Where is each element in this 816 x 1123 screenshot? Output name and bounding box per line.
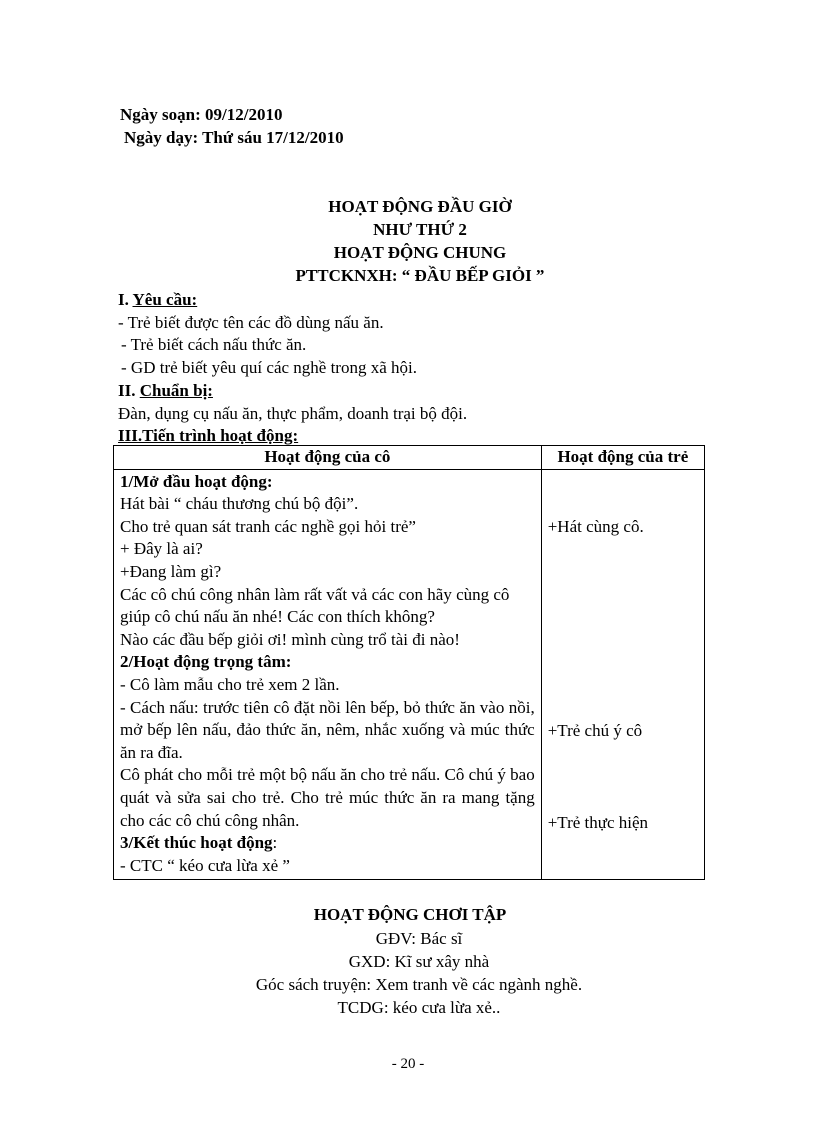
requirement-item-1: - Trẻ biết được tên các đồ dùng nấu ăn. bbox=[118, 313, 384, 332]
teacher-line: Cho trẻ quan sát tranh các nghề gọi hỏi trẻ” bbox=[120, 516, 416, 536]
part-2-heading: 2/Hoạt động trọng tâm: bbox=[120, 652, 292, 672]
teacher-activity-cell bbox=[114, 469, 542, 880]
section-1-numeral: I. bbox=[118, 290, 129, 309]
child-activity-cell bbox=[541, 469, 704, 880]
teacher-line: + Đây là ai? bbox=[120, 539, 203, 559]
section-1-heading bbox=[118, 289, 197, 311]
page-number: - 20 - bbox=[391, 1056, 425, 1072]
activity-table bbox=[113, 445, 705, 880]
teacher-line: Hát bài “ cháu thương chú bộ đội”. bbox=[120, 494, 359, 514]
table-row bbox=[114, 469, 705, 880]
header-child-activity: Hoạt động của trẻ bbox=[541, 446, 704, 470]
teacher-line: +Đang làm gì? bbox=[120, 561, 222, 581]
part-1-heading: 1/Mở đầu hoạt động: bbox=[120, 471, 273, 491]
play-title: HOẠT ĐỘNG CHƠI TẬP bbox=[313, 905, 507, 924]
title-line-3: HOẠT ĐỘNG CHUNG bbox=[333, 243, 507, 262]
teacher-line: - Cô làm mẫu cho trẻ xem 2 lần. bbox=[120, 674, 340, 694]
teacher-paragraph: - Cách nấu: trước tiên cô đặt nồi lên bếp, bỏ thức ăn vào nồi, mở bếp lên nấu, đảo thức ăn, nêm, nhắc xuống và múc thức ăn ra đĩa. bbox=[120, 697, 535, 762]
section-1-title: Yêu cầu: bbox=[132, 290, 198, 309]
title-line-2: NHƯ THỨ 2 bbox=[373, 220, 467, 239]
child-response-1: +Hát cùng cô. bbox=[547, 516, 644, 536]
child-response-2: +Trẻ chú ý cô bbox=[547, 720, 643, 740]
section-2-heading bbox=[118, 380, 213, 402]
preparation-text: Đàn, dụng cụ nấu ăn, thực phẩm, doanh trại bộ đội. bbox=[118, 404, 468, 423]
teacher-line: - CTC “ kéo cưa lừa xẻ ” bbox=[120, 855, 290, 875]
requirement-item-3: - GD trẻ biết yêu quí các nghề trong xã hội. bbox=[121, 358, 417, 377]
play-line-2: GXD: Kĩ sư xây nhà bbox=[348, 952, 490, 971]
teach-date: Ngày dạy: Thứ sáu 17/12/2010 bbox=[124, 128, 344, 147]
play-line-3: Góc sách truyện: Xem tranh về các ngành nghề. bbox=[255, 975, 583, 994]
play-line-4: TCDG: kéo cưa lừa xẻ.. bbox=[337, 998, 501, 1017]
title-line-1: HOẠT ĐỘNG ĐẦU GIỜ bbox=[328, 197, 512, 216]
table-header-row bbox=[114, 446, 705, 470]
teacher-paragraph: Các cô chú công nhân làm rất vất vả các con hãy cùng cô giúp cô chú nấu ăn nhé! Các con thích không? bbox=[120, 584, 510, 627]
title-line-4: PTTCKNXH: “ ĐẦU BẾP GIỎI ” bbox=[295, 266, 545, 285]
teacher-paragraph: Cô phát cho mỗi trẻ một bộ nấu ăn cho trẻ nấu. Cô chú ý bao quát và sửa sai cho trẻ. Cho trẻ múc thức ăn ra mang tặng cho các cô chú công nhân. bbox=[120, 765, 535, 830]
part-3-heading bbox=[120, 832, 535, 855]
section-3-heading: III.Tiến trình hoạt động: bbox=[118, 426, 299, 445]
part-3-heading-text: 3/Kết thúc hoạt động bbox=[120, 833, 273, 853]
teacher-line: Nào các đầu bếp giỏi ơi! mình cùng trổ tài đi nào! bbox=[120, 629, 460, 649]
requirement-item-2: - Trẻ biết cách nấu thức ăn. bbox=[121, 335, 307, 354]
prep-date: Ngày soạn: 09/12/2010 bbox=[120, 105, 283, 124]
child-response-3: +Trẻ thực hiện bbox=[547, 812, 649, 832]
header-teacher-activity: Hoạt động của cô bbox=[114, 446, 542, 470]
section-2-numeral: II. bbox=[118, 381, 136, 400]
part-3-heading-colon: : bbox=[272, 833, 278, 853]
section-2-title: Chuẩn bị: bbox=[139, 381, 213, 400]
play-line-1: GĐV: Bác sĩ bbox=[375, 929, 463, 948]
